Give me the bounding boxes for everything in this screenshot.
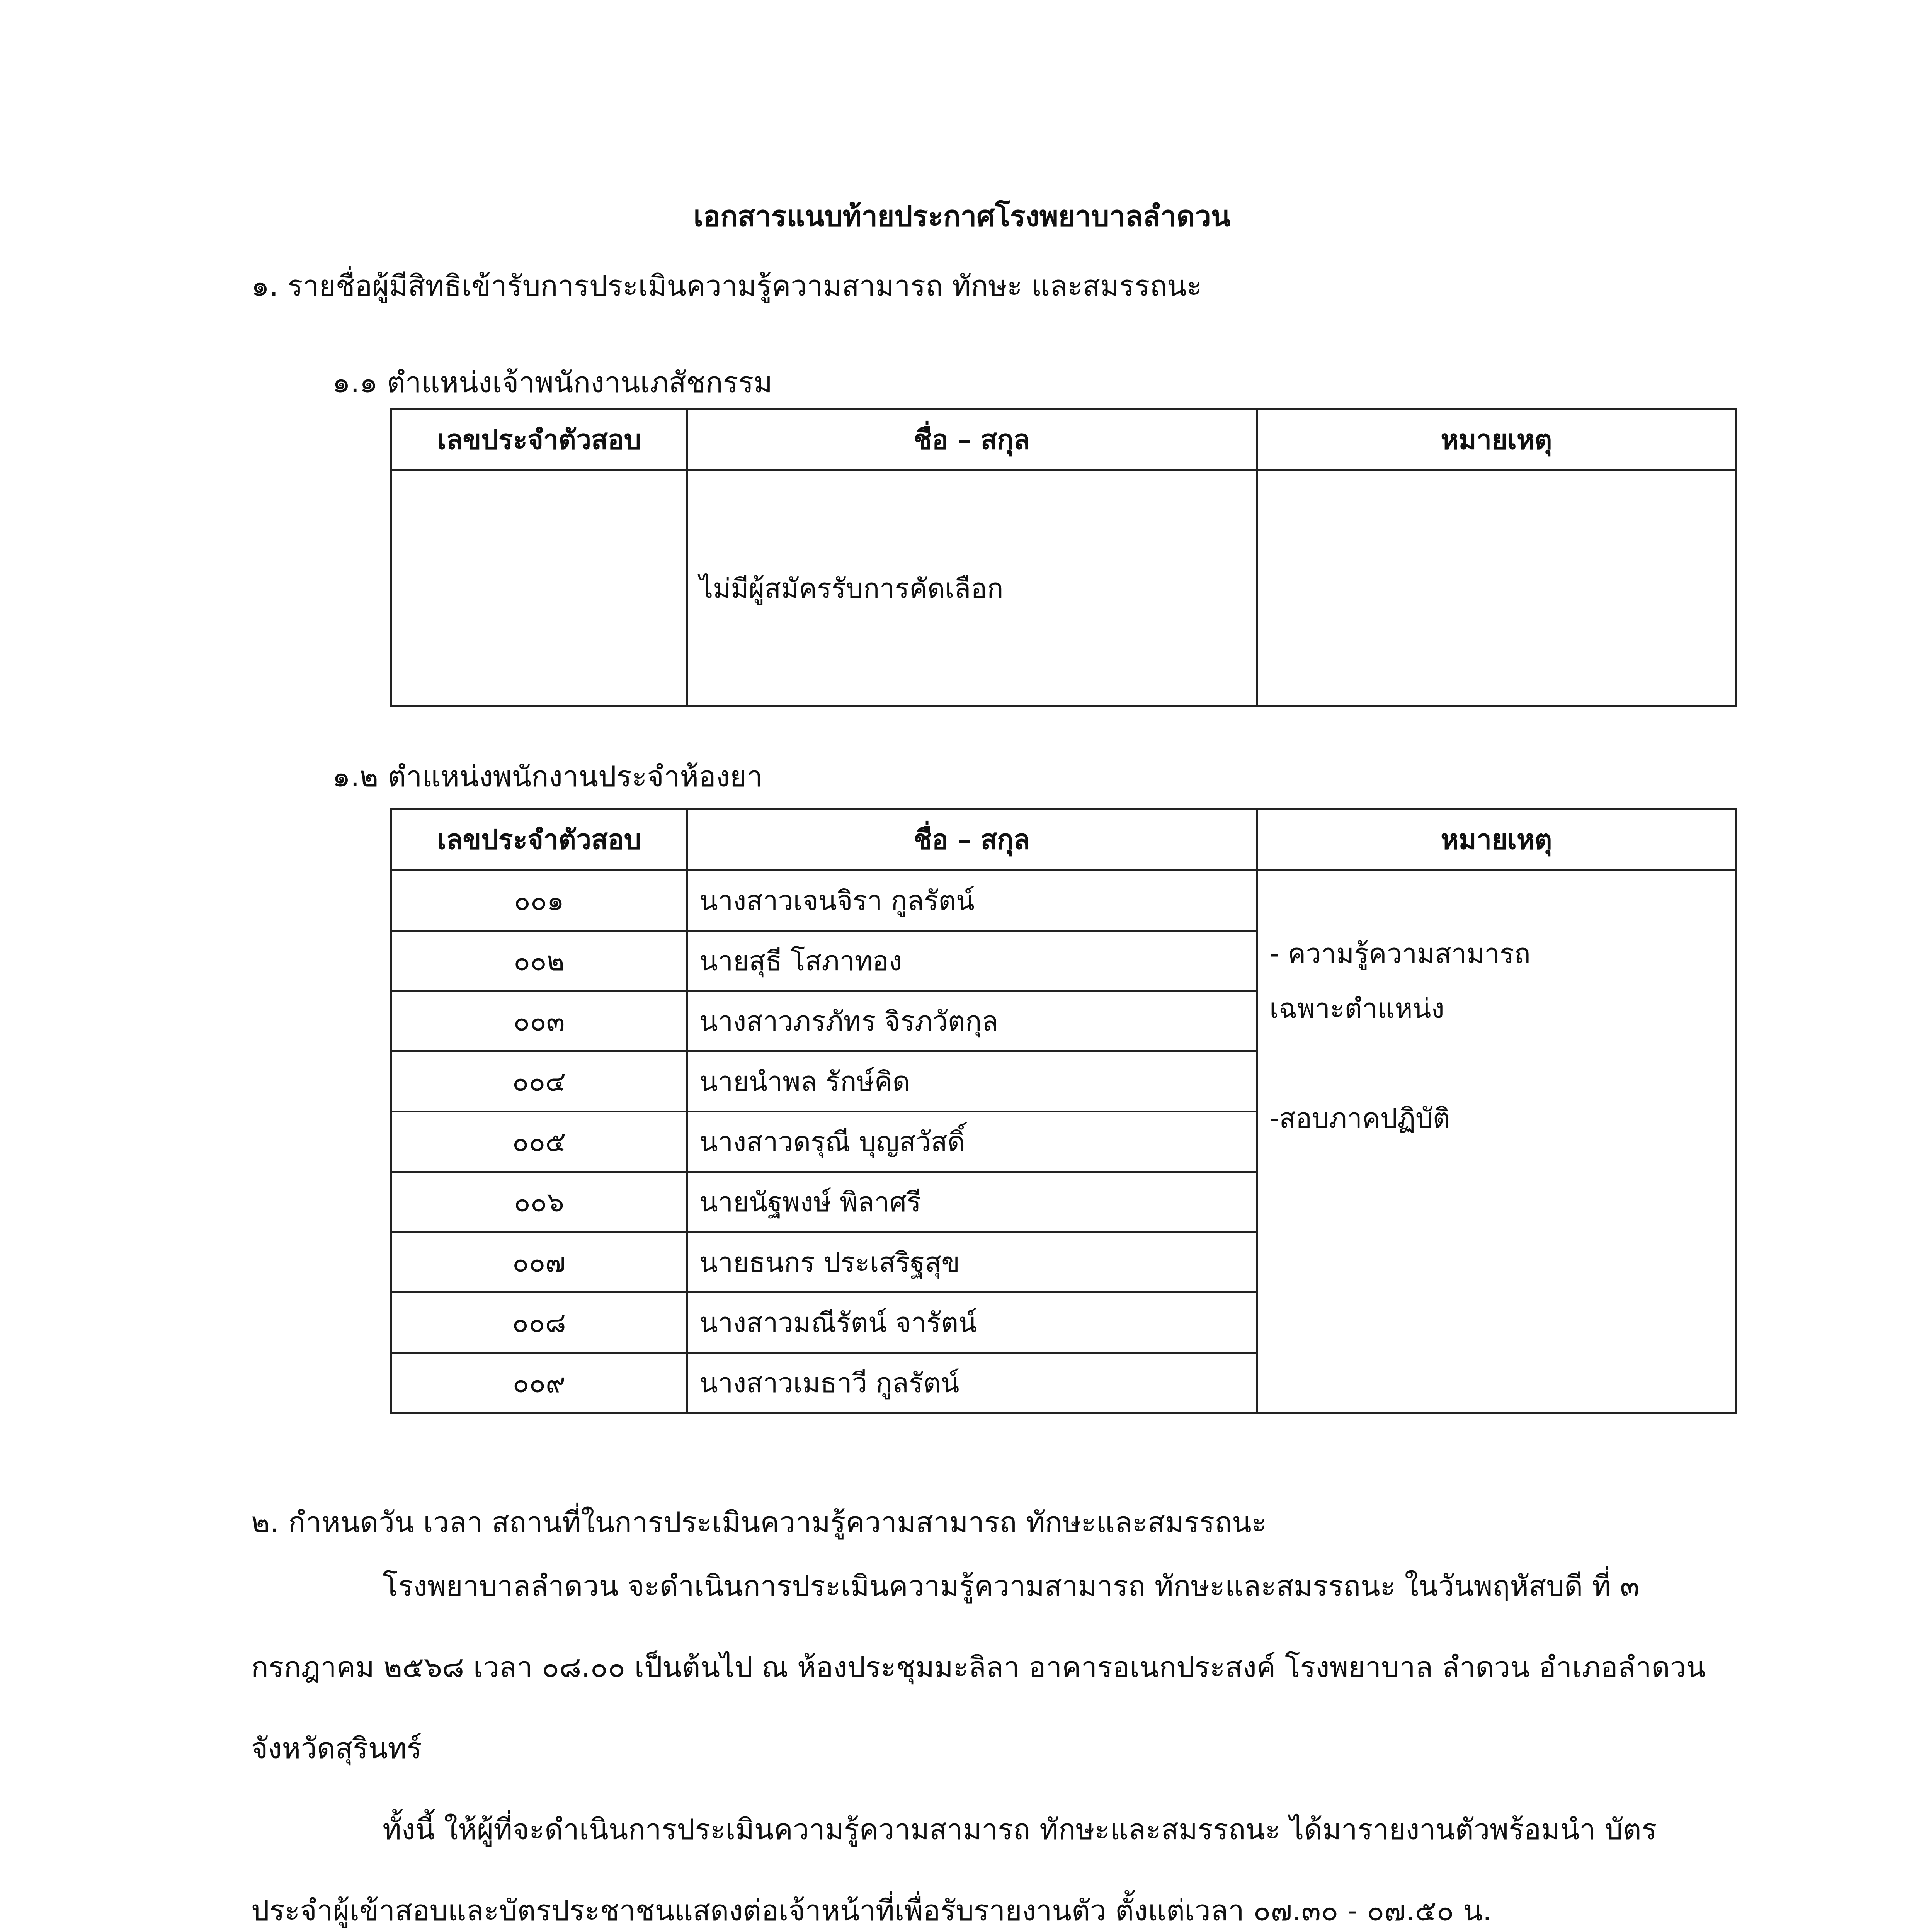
column-header-exam-id: เลขประจำตัวสอบ — [391, 409, 687, 471]
exam-id: ๐๐๘ — [391, 1293, 687, 1353]
candidate-name: นายนำพล รักษ์คิด — [687, 1051, 1257, 1112]
schedule-paragraph: โรงพยาบาลลำดวน จะดำเนินการประเมินความรู้ความสามารถ ทักษะและสมรรถนะ ในวันพฤหัสบดี ที่ ๓ กรกฎาคม ๒๕๖๘ เวลา ๐๘.๐๐ เป็นต้นไป ณ ห้องประชุมมะลิลา อาคารอเนกประสงค์ โรงพยาบาล ลำดวน อำเภอลำดวน จังหวัดสุรินทร์ — [251, 1570, 1706, 1765]
document-title: เอกสารแนบท้ายประกาศโรงพยาบาลลำดวน — [693, 200, 1231, 233]
table-pharmacy-officer — [390, 408, 1737, 707]
remark-cell — [1257, 871, 1736, 1413]
section-2-heading: ๒. กำหนดวัน เวลา สถานที่ในการประเมินความรู้ความสามารถ ทักษะและสมรรถนะ — [251, 1506, 1267, 1539]
candidate-name: นางสาวดรุณี บุญสวัสดิ์ — [687, 1112, 1257, 1172]
exam-id: ๐๐๑ — [391, 871, 687, 931]
subsection-1-2-heading: ๑.๒ ตำแหน่งพนักงานประจำห้องยา — [332, 760, 763, 793]
subsection-1-1-heading: ๑.๑ ตำแหน่งเจ้าพนักงานเภสัชกรรม — [332, 366, 772, 399]
table-row — [391, 871, 1736, 931]
column-header-remark: หมายเหตุ — [1257, 809, 1736, 871]
column-header-remark: หมายเหตุ — [1257, 409, 1736, 471]
table-cell-empty — [1257, 471, 1736, 706]
exam-id: ๐๐๔ — [391, 1051, 687, 1112]
column-header-exam-id: เลขประจำตัวสอบ — [391, 809, 687, 871]
candidate-name: นางสาวเจนจิรา กูลรัตน์ — [687, 871, 1257, 931]
section-1-heading: ๑. รายชื่อผู้มีสิทธิเข้ารับการประเมินความรู้ความสามารถ ทักษะ และสมรรถนะ — [251, 269, 1202, 303]
candidate-name: นายธนกร ประเสริฐสุข — [687, 1232, 1257, 1293]
candidate-name: นายนัฐพงษ์ พิลาศรี — [687, 1172, 1257, 1232]
exam-id: ๐๐๓ — [391, 991, 687, 1051]
remark-line: เฉพาะตำแหน่ง — [1269, 993, 1444, 1024]
column-header-name: ชื่อ – สกุล — [687, 809, 1257, 871]
exam-id: ๐๐๕ — [391, 1112, 687, 1172]
table-dispensary-staff — [390, 808, 1737, 1414]
candidate-name: นางสาวภรภัทร จิรภวัตกุล — [687, 991, 1257, 1051]
candidate-name: นายสุธี โสภาทอง — [687, 931, 1257, 991]
table-cell-empty — [391, 471, 687, 706]
exam-id: ๐๐๙ — [391, 1353, 687, 1413]
candidate-name: นางสาวมณีรัตน์ จารัตน์ — [687, 1293, 1257, 1353]
candidate-name: นางสาวเมธาวี กูลรัตน์ — [687, 1353, 1257, 1413]
remark-line: -สอบภาคปฏิบัติ — [1269, 1102, 1451, 1134]
exam-id: ๐๐๒ — [391, 931, 687, 991]
remark-line: - ความรู้ความสามารถ — [1269, 938, 1531, 969]
exam-id: ๐๐๗ — [391, 1232, 687, 1293]
column-header-name: ชื่อ – สกุล — [687, 409, 1257, 471]
no-applicant-note: ไม่มีผู้สมัครรับการคัดเลือก — [687, 471, 1257, 706]
exam-id: ๐๐๖ — [391, 1172, 687, 1232]
reporting-paragraph: ทั้งนี้ ให้ผู้ที่จะดำเนินการประเมินความรู้ความสามารถ ทักษะและสมรรถนะ ได้มารายงานตัวพร้อมนำ บัตรประจำผู้เข้าสอบและบัตรประชาชนแสดงต่อเจ้าหน้าที่เพื่อรับรายงานตัว ตั้งแต่เวลา ๐๗.๓๐ - ๐๗.๕๐ น. — [251, 1813, 1657, 1927]
